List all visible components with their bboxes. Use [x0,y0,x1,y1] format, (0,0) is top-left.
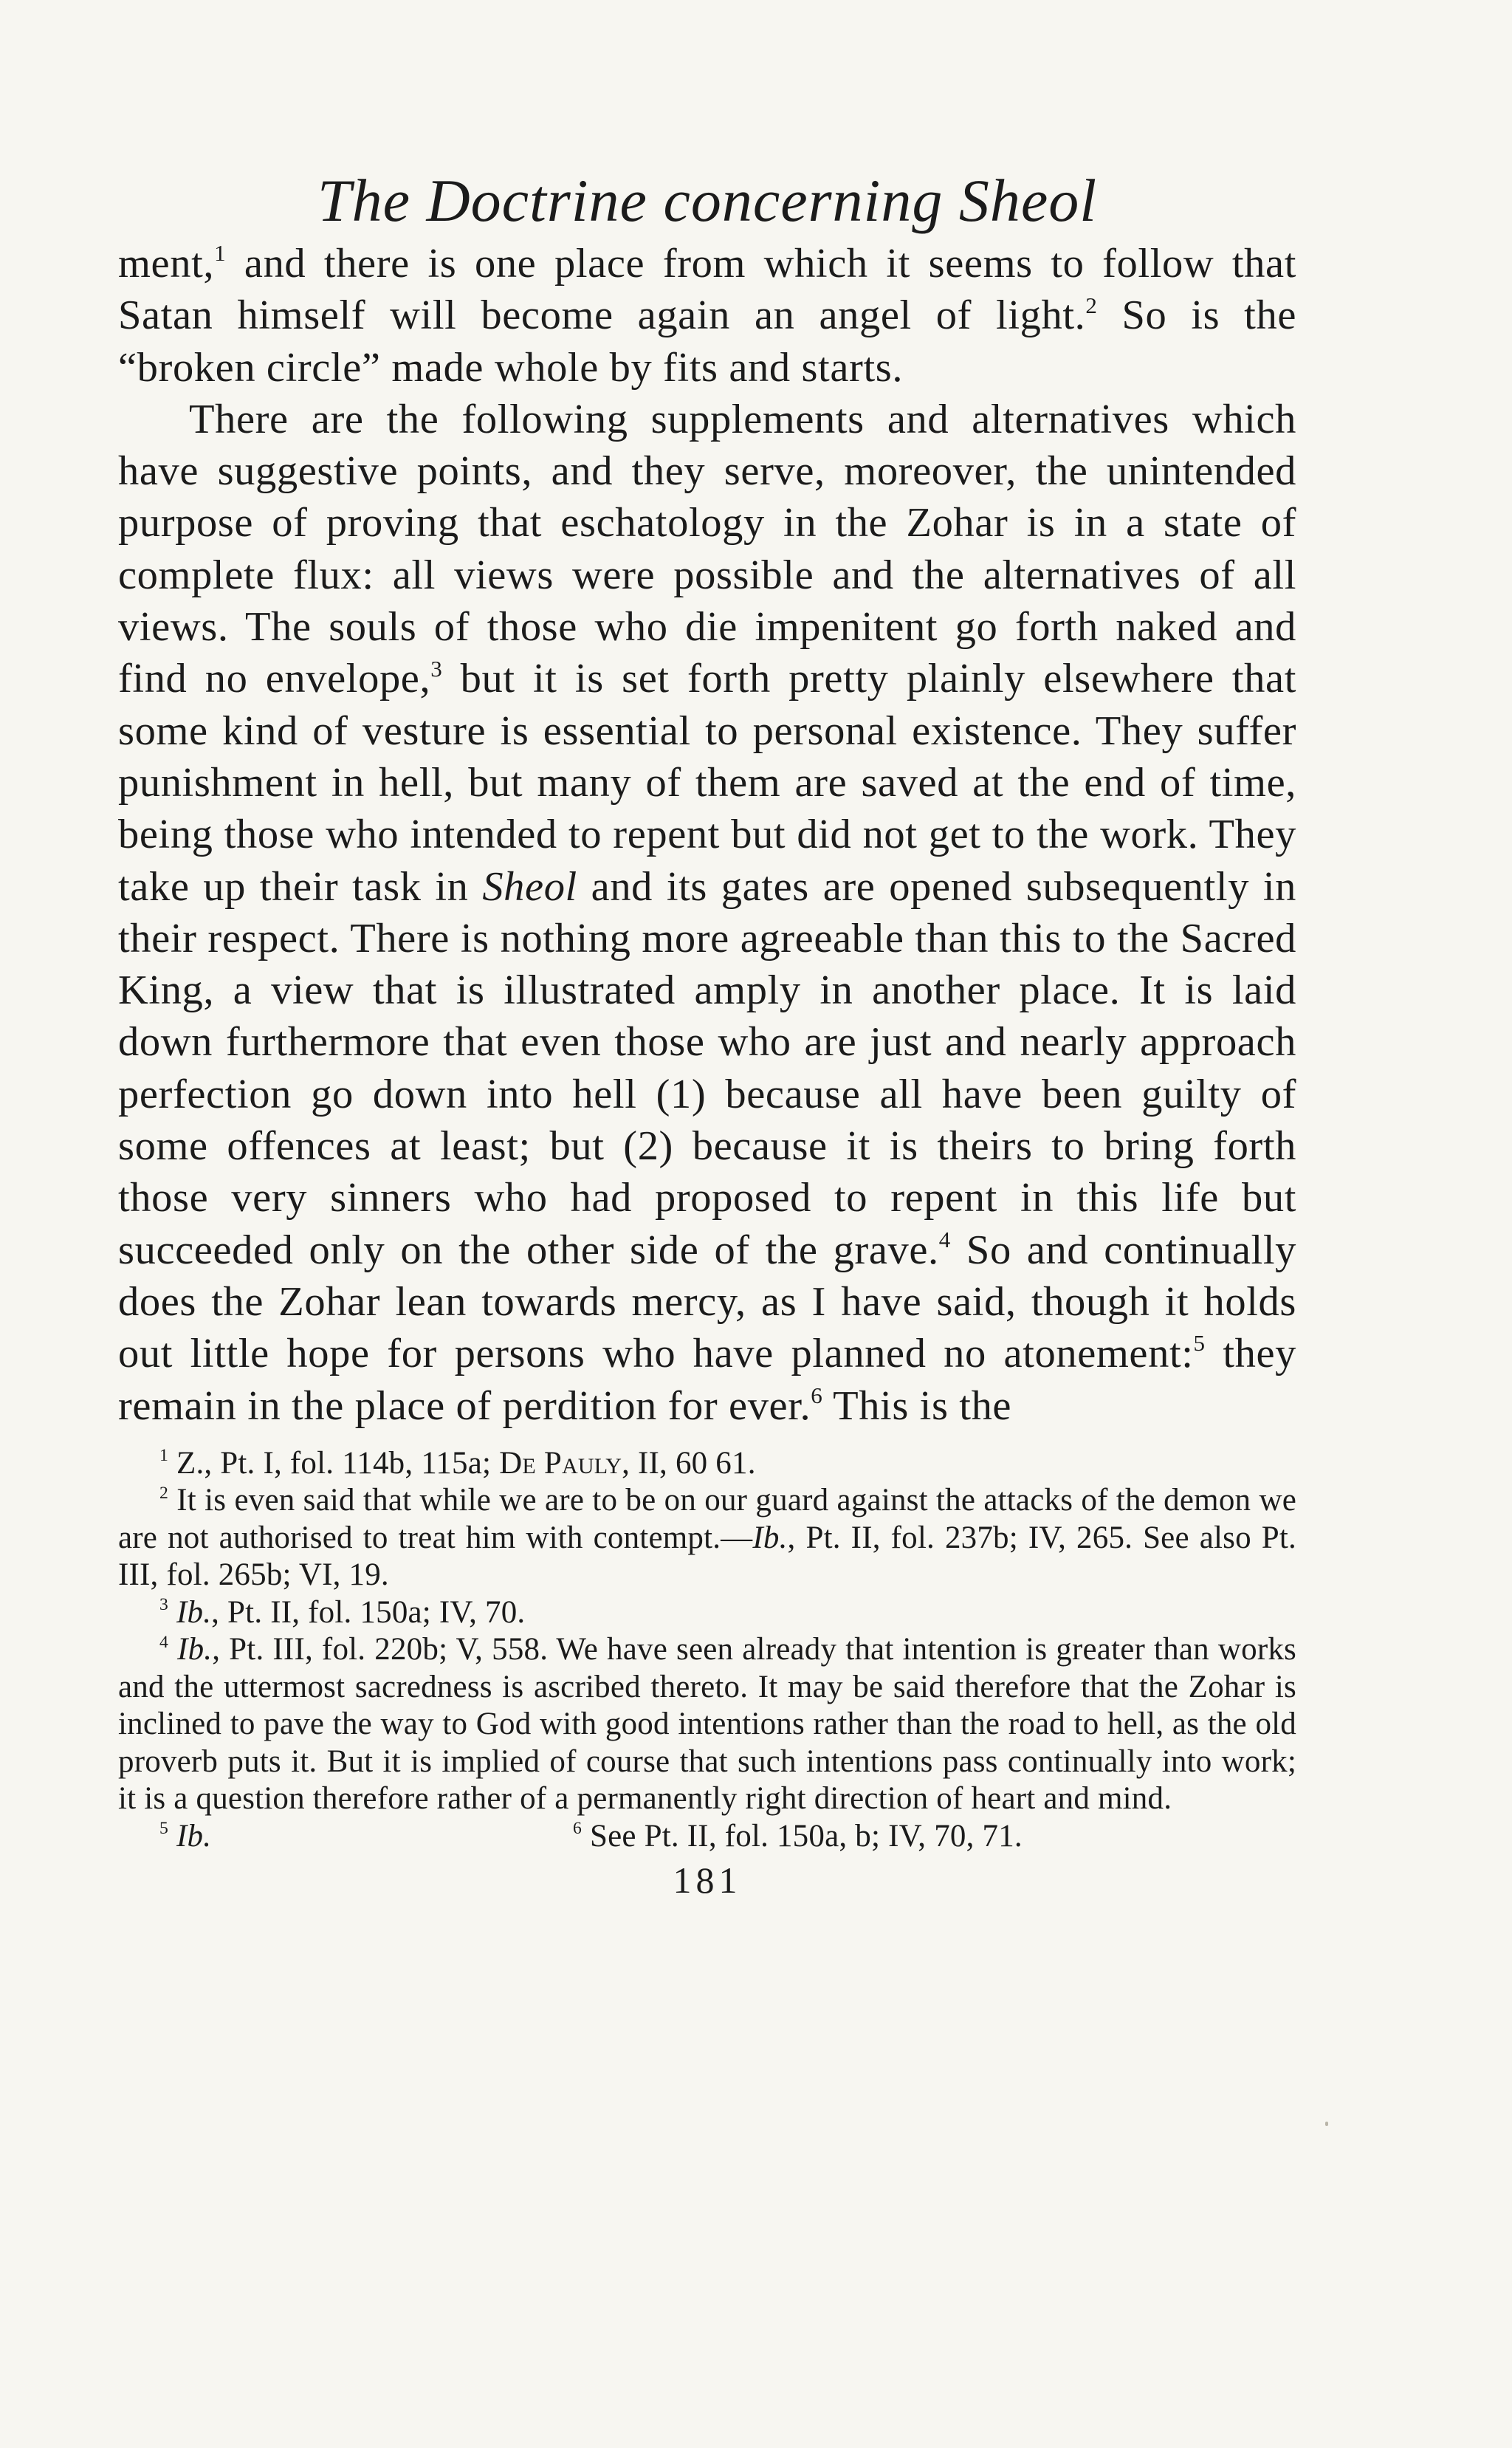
footnote-4: $^4$ Ib., Pt. III, fol. 220b; V, 558. We have seen already that intention is greater than works and the uttermost sacredness is ascribed thereto. It may be said therefore that the Zohar is inclined to pave the way to God with good intentions rather than the road to hell, as the old proverb puts it. But it is implied of course that such intentions pass continually into work; it is a question therefore rather of a permanently right direction of heart and mind. [118,1632,1296,1817]
italic-term: Sheol [482,863,577,910]
paragraph-2: There are the following supplements and alternatives which have suggestive points, and they serve, moreover, the unintended purpose of proving that eschatology in the Zohar is in a state of complete flux: all views were possible and the alternatives of all views. The souls of those who die impenitent go forth naked and find no envelope,$^3$ but it is set forth pretty plainly elsewhere that some kind of vesture is essential to personal existence. They suffer punishment in hell, but many of them are saved at the end of time, being those who intended to repent but did not get to the work. They take up their task in Sheol and its gates are opened subsequently in their respect. There is nothing more agreeable than this to the Sacred King, a view that is illustrated amply in another place. It is laid down furthermore that even those who are just and nearly approach perfection go down into hell (1) because all have been guilty of some offences at least; but (2) because it is theirs to bring forth those very sinners who had proposed to repent in this life but succeeded only on the other side of the grave.$^4$ So and continually does the Zohar lean towards mercy, as I have said, though it holds out little hope for persons who have planned no atonement:$^5$ they remain in the place of perdition for ever.$^6$ This is the [118,396,1296,1429]
paper-speck [1325,2122,1328,2126]
footnote-ref-4: 4 [938,1226,951,1252]
footnote-ref-5: 5 [1193,1330,1206,1357]
footnote-3: $^3$ Ib., Pt. II, fol. 150a; IV, 70. [159,1594,526,1630]
footnote-1: $^1$ Z., Pt. I, fol. 114b, 115a; De Pauly, II, 60 61. [159,1445,756,1481]
footnote-ref-2: 2 [1085,292,1098,318]
footnote-5: $^5$ Ib. [159,1818,212,1854]
footnote-6: $^6$ See Pt. II, fol. 150a, b; IV, 70, 71. [573,1818,1023,1854]
book-page [118,164,1296,1902]
running-head: The Doctrine concerning Sheol [317,167,1098,234]
footnote-ref-6: 6 [811,1382,823,1408]
footnotes-5-6 [118,1818,1296,1856]
page-number: 181 [673,1859,742,1902]
footnote-ref-1: 1 [214,240,227,267]
paragraph-1: ment,$^1$ and there is one place from which it seems to follow that Satan himself will become again an angel of light.$^2$ So is the “broken circle” made whole by fits and starts. [118,240,1296,391]
footnote-2: $^2$ It is even said that while we are to be on our guard against the attacks of the demon we are not authorised to treat him with contempt.—Ib., Pt. II, fol. 237b; IV, 265. See also Pt. III, fol. 265b; VI, 19. [118,1483,1297,1593]
body-text [118,238,1296,1432]
footnotes [118,1445,1296,1856]
footnote-ref-3: 3 [430,655,443,682]
